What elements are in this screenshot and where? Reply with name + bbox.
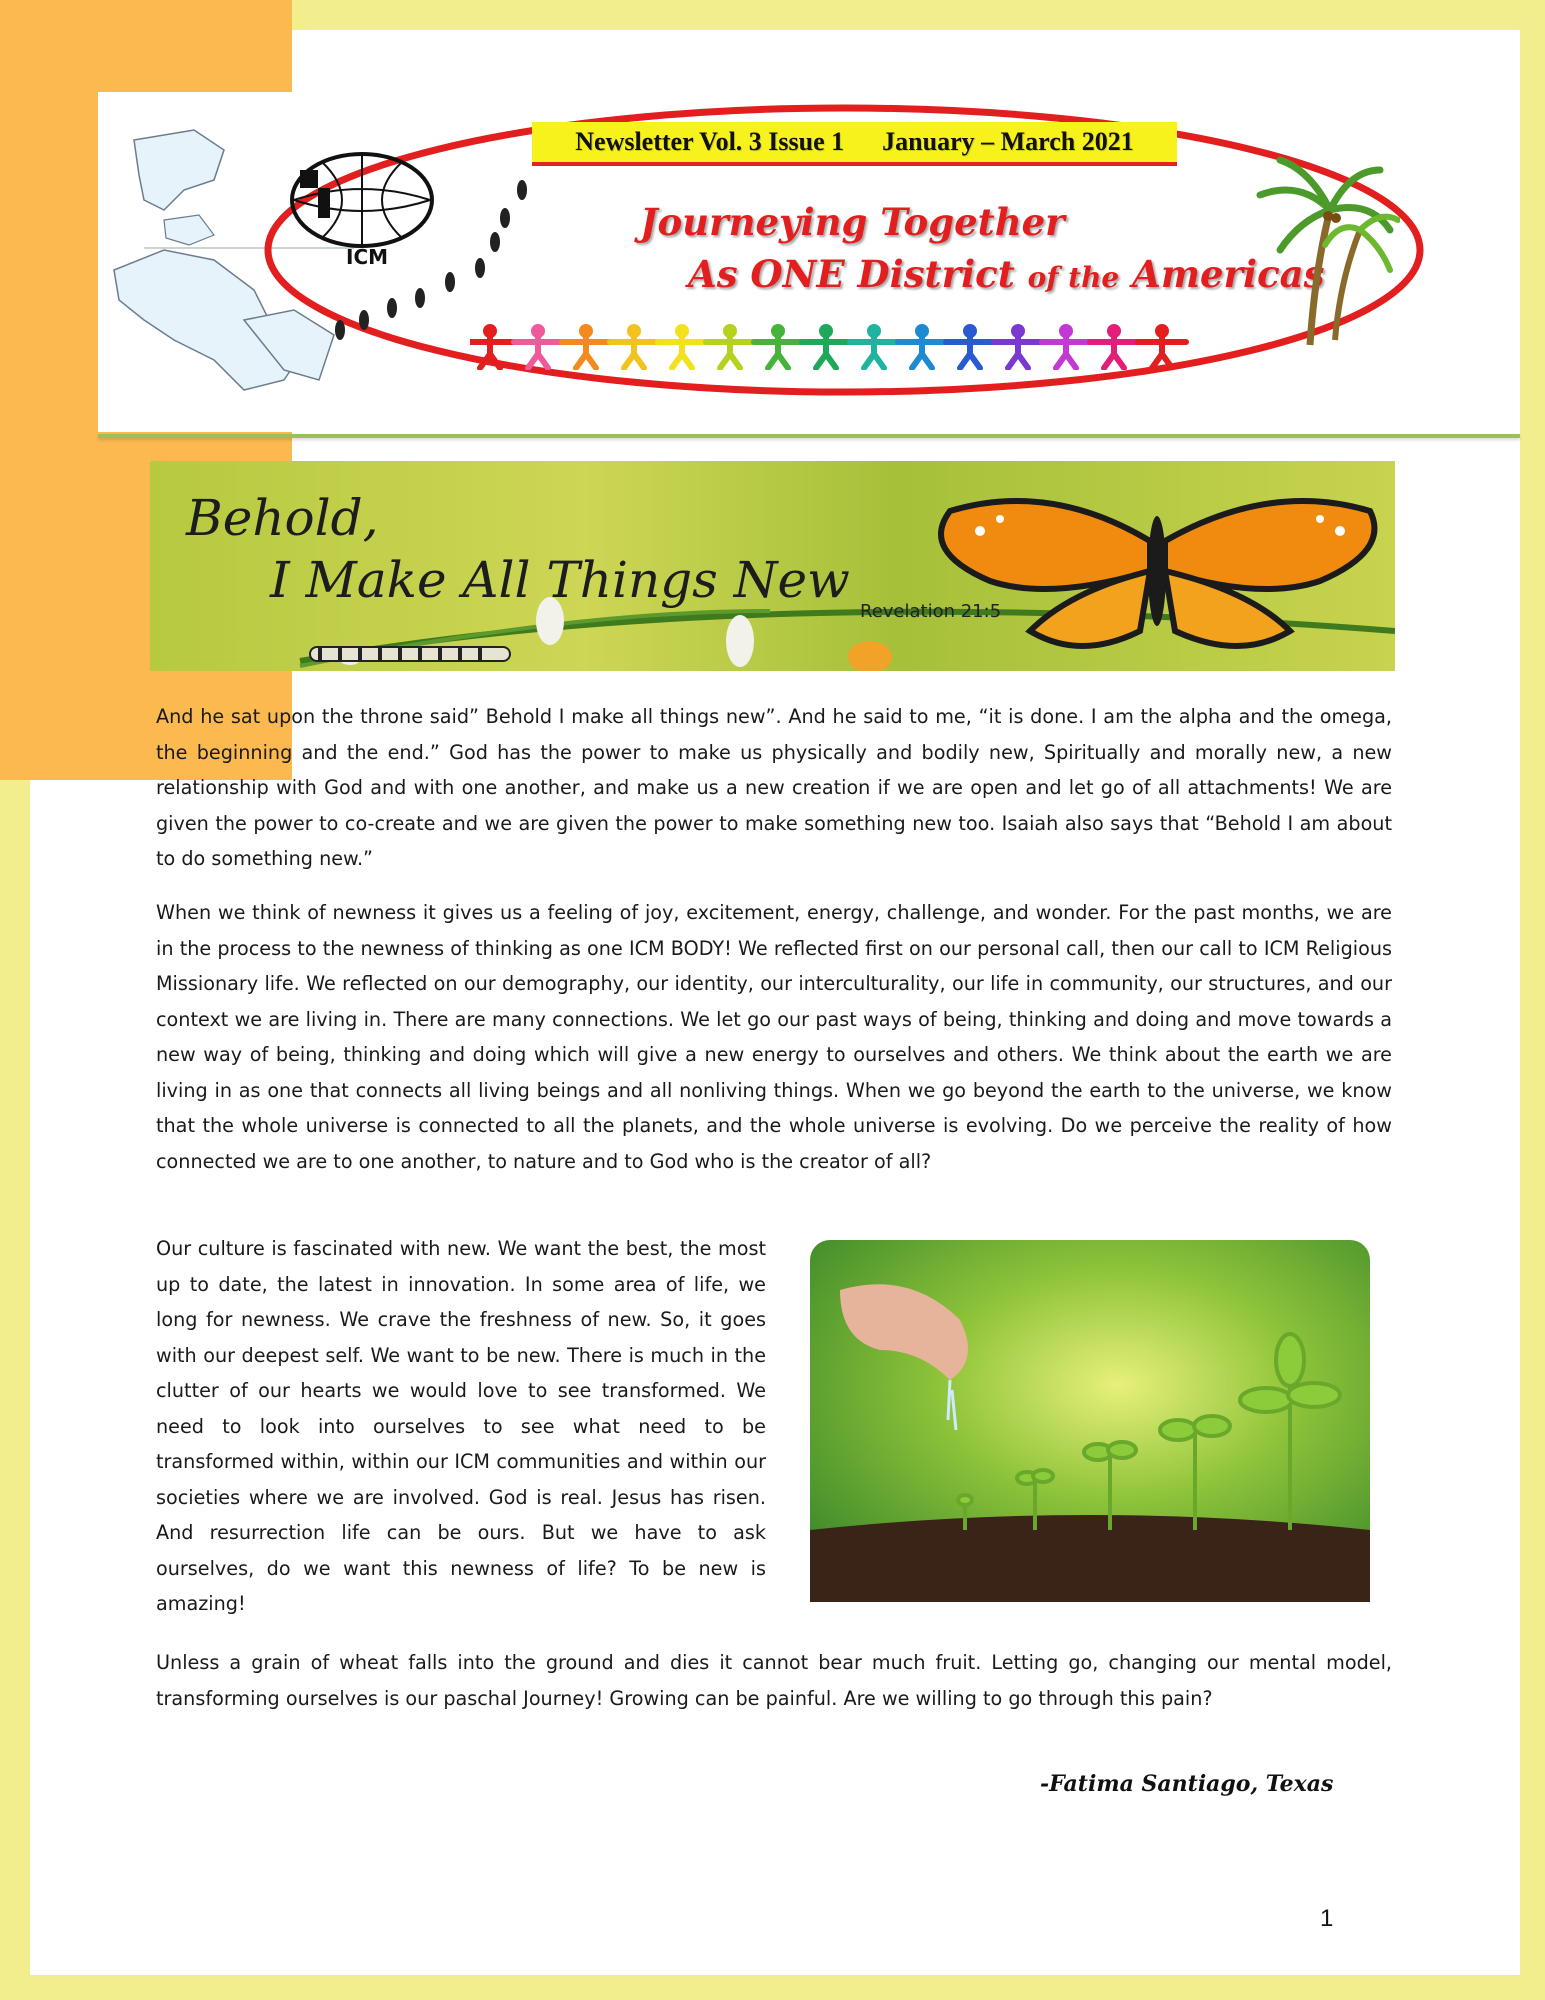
icm-logo: [282, 148, 442, 268]
banner-line2: I Make All Things New: [270, 551, 850, 609]
title-part-b: of the: [1027, 261, 1120, 294]
person-figure: [1042, 324, 1090, 368]
article-paragraph-1: And he sat upon the throne said” Behold I make all things new”. And he said to me, “it is done. I am the alpha and the omega, the beginning and the end.” God has the power to make us physically and bodily new, Spiritually and morally new, a new relationship with God and with one another, and make us a new creation if we are open and let go of all attachments! We are given the power to co-create and we are given the power to make something new too. Isaiah also says that “Behold I am about to do something new.”: [156, 705, 1392, 870]
behold-banner: [150, 461, 1395, 671]
seedlings-hand-image: [800, 1230, 1380, 1612]
article-paragraph-2: When we think of newness it gives us a feeling of joy, excitement, energy, challenge, and wonder. For the past months, we are in the process to the newness of thinking as one ICM BODY! We reflected first on our personal call, then our call to ICM Religious Missionary life. We reflected on our demography, our identity, our interculturality, our life in community, our structures, and our context we are living in. There are many connections. We let go our past ways of being, thinking and doing and move towards a new way of being, thinking and doing which will give a new energy to ourselves and others. We think about the earth we are living in as one that connects all living beings and all nonliving things. When we go beyond the earth to the universe, we know that the whole universe is connected to all the planets, and the whole universe is evolving. Do we perceive the reality of how connected we are to one another, to nature and to God who is the creator of all?: [156, 901, 1392, 1173]
newsletter-issue: Newsletter Vol. 3 Issue 1: [575, 127, 845, 156]
person-figure: [514, 324, 562, 368]
person-figure: [994, 324, 1042, 368]
header-divider: [98, 434, 1520, 438]
article-paragraph-4: Unless a grain of wheat falls into the ground and dies it cannot bear much fruit. Letting go, changing our mental model, transforming ourselves is our paschal Journey! Growing can be painful. Are we willing to go through this pain?: [156, 1651, 1392, 1710]
banner-line1: Behold,: [186, 489, 379, 547]
person-figure: [562, 324, 610, 368]
person-figure: [706, 324, 754, 368]
header-title-line2: [688, 252, 1324, 296]
person-figure: [610, 324, 658, 368]
page-number: 1: [1320, 1905, 1334, 1932]
author-signature: -Fatima Santiago, Texas: [1040, 1771, 1334, 1797]
person-figure: [658, 324, 706, 368]
banner-reference: Revelation 21:5: [860, 601, 1002, 622]
header-title-line1: Journeying Together: [640, 200, 1065, 244]
person-figure: [898, 324, 946, 368]
person-figure: [850, 324, 898, 368]
palm-tree-image: [1240, 150, 1400, 350]
person-figure: [470, 324, 514, 368]
newsletter-date-range: January – March 2021: [882, 127, 1134, 156]
newsletter-issue-banner: [532, 122, 1177, 166]
title-part-c: Americas: [1119, 252, 1325, 296]
person-figure: [802, 324, 850, 368]
people-chain-image: [470, 322, 1230, 370]
person-figure: [754, 324, 802, 368]
article-paragraph-3: Our culture is fascinated with new. We want the best, the most up to date, the latest in innovation. In some area of life, we long for newness. We crave the freshness of new. So, it goes with our deepest self. We want to be new. There is much in the clutter of our hearts we would love to see transformed. We need to look into ourselves to see what need to be transformed within, within our ICM communities and within our societies where we are involved. God is real. Jesus has risen. And resurrection life can be ours. But we have to ask ourselves, do we want this newness of life? To be new is amazing!: [156, 1237, 766, 1615]
logo-text: ICM: [346, 245, 389, 268]
person-figure: [1138, 324, 1186, 368]
person-figure: [946, 324, 994, 368]
title-part-a: As ONE District: [688, 252, 1028, 296]
person-figure: [1090, 324, 1138, 368]
